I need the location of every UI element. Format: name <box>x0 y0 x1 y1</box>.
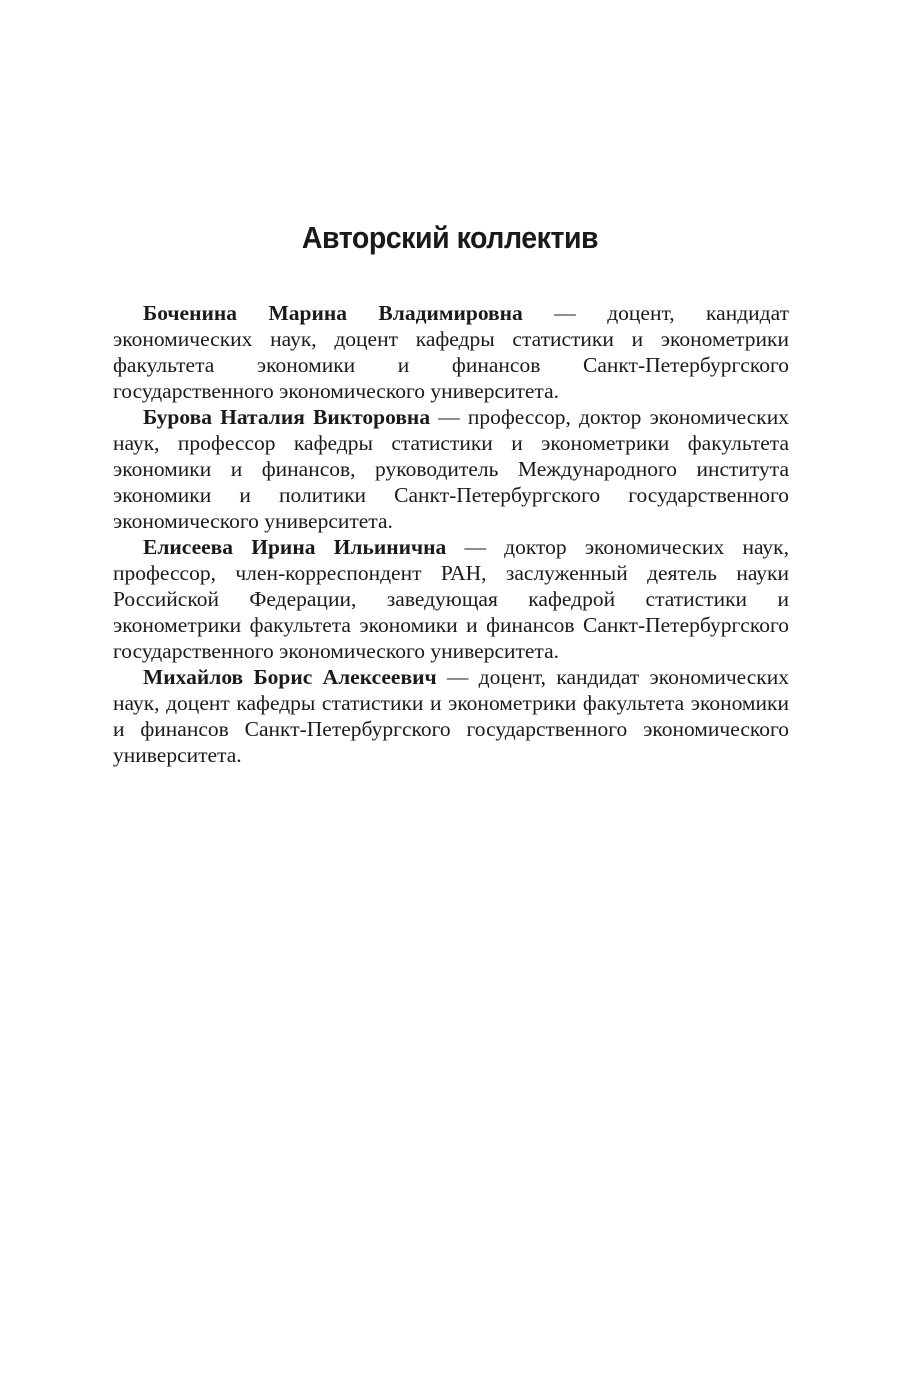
author-entry <box>113 404 789 534</box>
author-name: Михайлов Борис Алексеевич <box>143 665 437 689</box>
page-title: Авторский коллектив <box>301 220 599 255</box>
author-entry <box>113 534 789 664</box>
author-name: Бурова Наталия Викторовна <box>143 405 431 429</box>
authors-list <box>113 300 789 768</box>
author-entry <box>113 300 789 404</box>
author-name: Боченина Марина Владимировна <box>143 301 523 325</box>
author-description: — доцент, кандидат экономических наук, доцент кафедры статистики и эконометрики факультета экономики и финансов Санкт-Петербургского государственного экономического университета. <box>113 301 789 403</box>
author-entry <box>113 664 789 768</box>
author-description: — профессор, доктор экономических наук, профессор кафедры статистики и эконометрики факультета экономики и финансов, руководитель Международного института экономики и политики Санкт-Петербургского государственного экономического университета. <box>113 405 789 533</box>
author-description: — доктор экономических наук, профессор, член-корреспондент РАН, заслуженный деятель науки Российской Федерации, заведующая кафедрой статистики и эконометрики факультета экономики и финансов Санкт-Петербургского государственного экономического университета. <box>113 535 789 663</box>
author-name: Елисеева Ирина Ильинична <box>143 535 447 559</box>
author-description: — доцент, кандидат экономических наук, доцент кафедры статистики и эконометрики факультета экономики и финансов Санкт-Петербургского государственного экономического университета. <box>113 665 789 767</box>
